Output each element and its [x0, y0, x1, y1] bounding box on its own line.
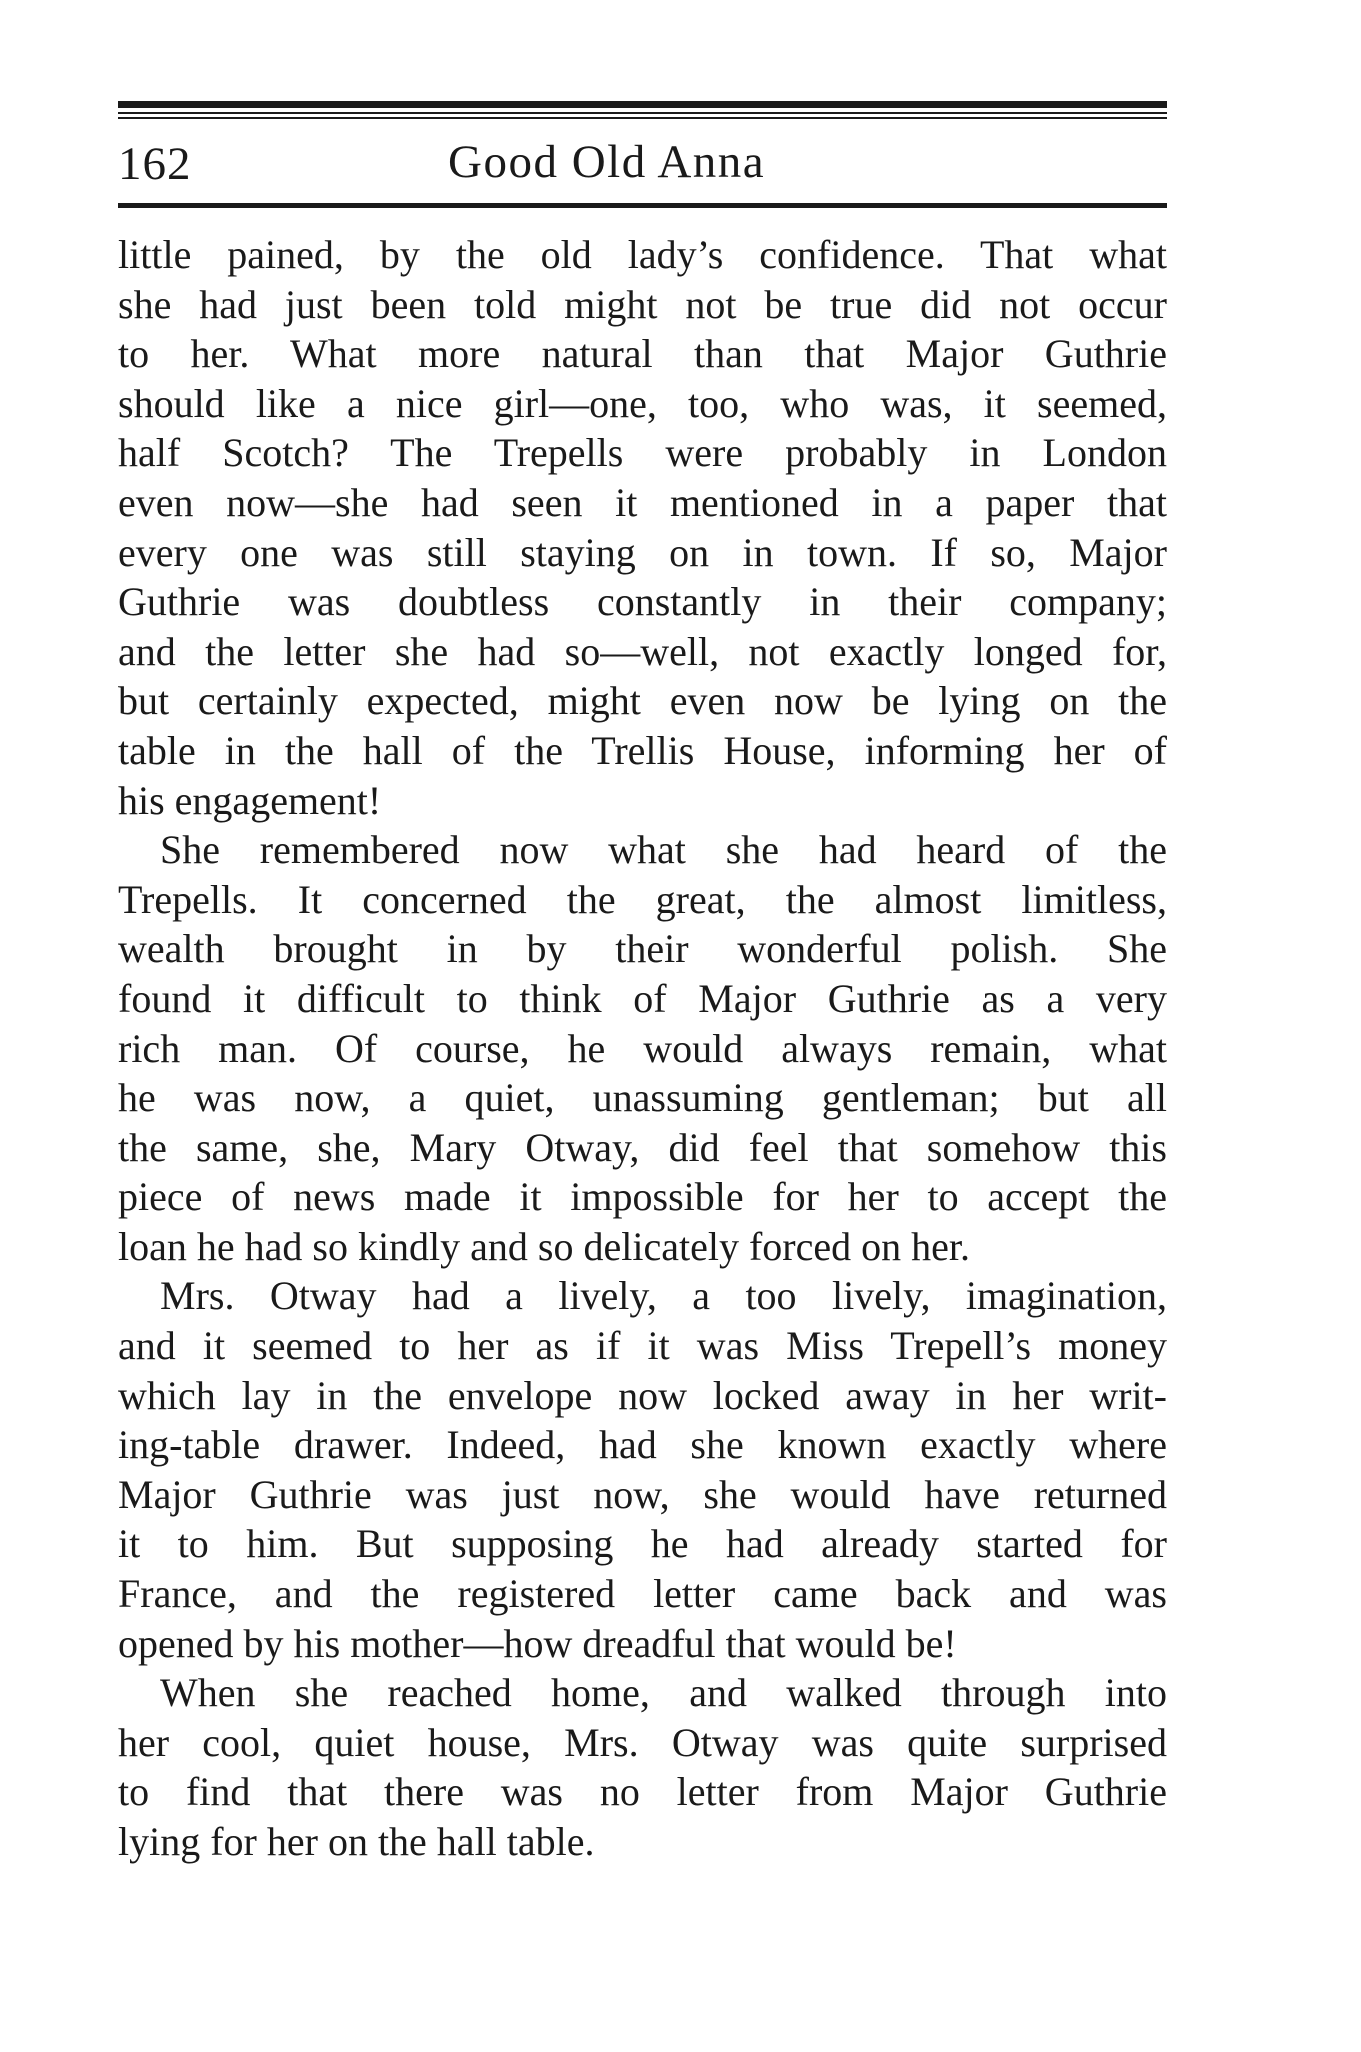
- text-line: his engagement!: [118, 777, 382, 823]
- text-line: the same, she, Mary Otway, did feel that somehow this: [118, 1124, 1167, 1170]
- text-line: to find that there was no letter from Major Guthrie: [118, 1769, 1167, 1815]
- text-line: rich man. Of course, he would always remain, what: [118, 1025, 1167, 1071]
- text-line: table in the hall of the Trellis House, informing her of: [118, 727, 1167, 773]
- text-line: which lay in the envelope now locked away in her writ-: [118, 1372, 1167, 1418]
- text-line: her cool, quiet house, Mrs. Otway was quite surprised: [118, 1719, 1167, 1765]
- text-line: little pained, by the old lady’s confidence. That what: [118, 232, 1167, 277]
- header-rule-thin: [118, 117, 1167, 119]
- header-rule-thick: [118, 101, 1167, 108]
- text-line: wealth brought in by their wonderful polish. She: [118, 926, 1167, 972]
- page-number: 162: [118, 138, 192, 190]
- text-line: opened by his mother—how dreadful that would be!: [118, 1620, 957, 1666]
- text-line: ing-table drawer. Indeed, had she known exactly where: [118, 1422, 1167, 1468]
- text-line: Guthrie was doubtless constantly in their company;: [118, 579, 1167, 625]
- text-line: France, and the registered letter came back and was: [118, 1571, 1167, 1617]
- text-line: even now—she had seen it mentioned in a paper that: [118, 479, 1167, 525]
- text-line: piece of news made it impossible for her to accept the: [118, 1174, 1167, 1220]
- text-line: should like a nice girl—one, too, who was, it seemed,: [118, 380, 1167, 426]
- text-line: She remembered now what she had heard of the: [160, 827, 1167, 873]
- body-text: [118, 230, 1167, 1867]
- text-line: When she reached home, and walked through into: [160, 1670, 1167, 1716]
- text-line: he was now, a quiet, unassuming gentleman; but all: [118, 1075, 1167, 1121]
- running-title: Good Old Anna: [448, 136, 766, 188]
- paragraph: [118, 230, 1167, 825]
- header-rule-thin: [118, 112, 1167, 114]
- text-line: and the letter she had so—well, not exactly longed for,: [118, 628, 1167, 674]
- text-line: it to him. But supposing he had already started for: [118, 1521, 1167, 1567]
- text-line: Trepells. It concerned the great, the almost limitless,: [118, 876, 1167, 922]
- text-line: but certainly expected, might even now be lying on the: [118, 678, 1167, 724]
- text-line: Major Guthrie was just now, she would have returned: [118, 1471, 1167, 1517]
- text-line: she had just been told might not be true did not occur: [118, 281, 1167, 327]
- text-line: loan he had so kindly and so delicately forced on her.: [118, 1223, 970, 1269]
- text-line: and it seemed to her as if it was Miss Trepell’s money: [118, 1323, 1167, 1369]
- paragraph: [118, 825, 1167, 1271]
- paragraph: [118, 1668, 1167, 1866]
- text-line: to her. What more natural than that Major Guthrie: [118, 331, 1167, 377]
- paragraph: [118, 1271, 1167, 1668]
- text-line: lying for her on the hall table.: [118, 1819, 595, 1864]
- header-rule-bottom: [118, 203, 1167, 208]
- text-line: half Scotch? The Trepells were probably in London: [118, 430, 1167, 476]
- text-line: every one was still staying on in town. If so, Major: [118, 529, 1167, 575]
- text-line: Mrs. Otway had a lively, a too lively, imagination,: [160, 1273, 1167, 1319]
- text-line: found it difficult to think of Major Guthrie as a very: [118, 975, 1167, 1021]
